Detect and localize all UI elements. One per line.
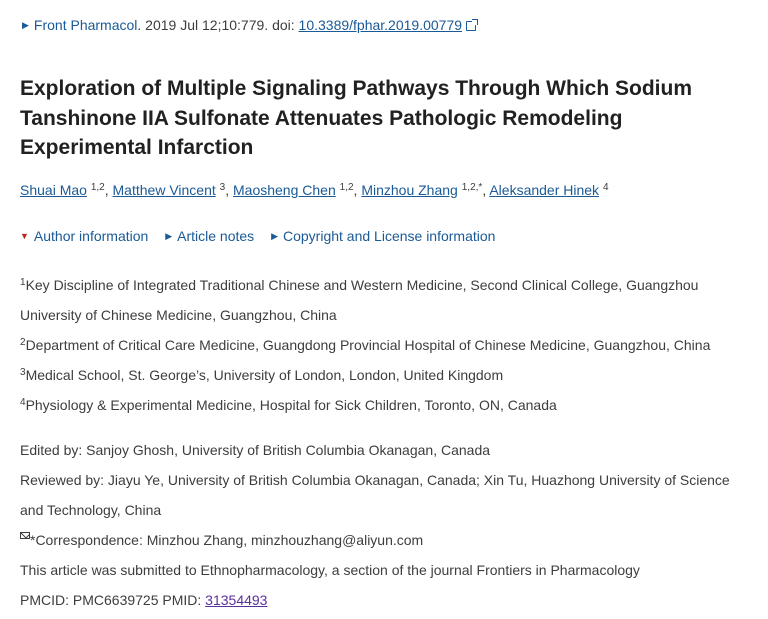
pmid-link[interactable]: 31354493 xyxy=(205,592,268,608)
author-link[interactable]: Matthew Vincent xyxy=(112,182,216,198)
author-link[interactable]: Aleksander Hinek xyxy=(489,182,600,198)
affiliation-item: $^4$Physiology & Experimental Medicine, Hospital for Sick Children, Toronto, ON, Canada xyxy=(20,397,557,413)
submission-note: This article was submitted to Ethnopharmacology, a section of the journal Frontiers in Pharmacology xyxy=(20,562,640,578)
author-link[interactable]: Minzhou Zhang xyxy=(361,182,458,198)
author-affiliation-sup: 1,2 xyxy=(90,182,105,193)
author-list: Shuai Mao $^{1,2}$, Matthew Vincent $^3$, Maosheng Chen $^{1,2}$, Minzhou Zhang $^{1,2,*}$, Aleksander Hinek $^4$ xyxy=(20,182,609,198)
article-notes-bar xyxy=(20,226,508,246)
author-affiliation-sup: 1,2 xyxy=(339,182,354,193)
article-metadata xyxy=(20,435,754,615)
journal-link[interactable]: Front Pharmacol xyxy=(33,17,138,33)
article-title: Exploration of Multiple Signaling Pathways Through Which Sodium Tanshinone IIA Sulfonate Attenuates Pathologic Remodeling Experimental Infarction xyxy=(20,77,692,159)
citation-line xyxy=(22,15,476,35)
doi-link[interactable]: 10.3389/fphar.2019.00779 xyxy=(298,17,463,33)
affiliation-item: $^1$Key Discipline of Integrated Traditional Chinese and Western Medicine, Second Clinical College, Guangzhou University of Chinese Medicine, Guangzhou, China xyxy=(20,277,699,323)
author-affiliation-sup: 3 xyxy=(219,182,226,193)
external-link-icon[interactable] xyxy=(466,21,476,31)
author-link[interactable]: Shuai Mao xyxy=(20,182,87,198)
collapse-triangle-icon: ▼ xyxy=(20,231,29,241)
reviewed-by: Reviewed by: Jiayu Ye, University of British Columbia Okanagan, Canada; Xin Tu, Huazhong University of Science and Technology, China xyxy=(20,472,730,518)
author-info-toggle[interactable]: ▼ Author information xyxy=(20,228,149,244)
identifiers: PMCID: PMC6639725 PMID: 31354493 xyxy=(20,592,268,608)
expand-triangle-icon: ▶ xyxy=(165,231,173,241)
mail-icon xyxy=(20,532,30,539)
correspondence: *Correspondence: Minzhou Zhang, minzhouzhang@aliyun.com xyxy=(20,525,754,555)
citation-date: . 2019 Jul 12;10:779. doi: xyxy=(137,17,299,33)
author-affiliation-sup: 4 xyxy=(602,182,609,193)
article-notes-toggle[interactable]: ▶ Article notes xyxy=(165,228,255,244)
author-link[interactable]: Maosheng Chen xyxy=(233,182,336,198)
affiliation-list xyxy=(20,270,754,420)
copyright-toggle[interactable]: ▶ Copyright and License information xyxy=(271,228,496,244)
expand-triangle-icon: ▶ xyxy=(271,231,278,241)
author-affiliation-sup: 1,2,* xyxy=(461,182,483,193)
edited-by: Edited by: Sanjoy Ghosh, University of British Columbia Okanagan, Canada xyxy=(20,442,491,458)
affiliation-item: $^2$Department of Critical Care Medicine, Guangdong Provincial Hospital of Chinese Medicine, Guangzhou, China xyxy=(20,337,711,353)
expand-triangle-icon[interactable]: ▶ xyxy=(22,20,29,30)
affiliation-item: $^3$Medical School, St. George’s, University of London, London, United Kingdom xyxy=(20,367,504,383)
